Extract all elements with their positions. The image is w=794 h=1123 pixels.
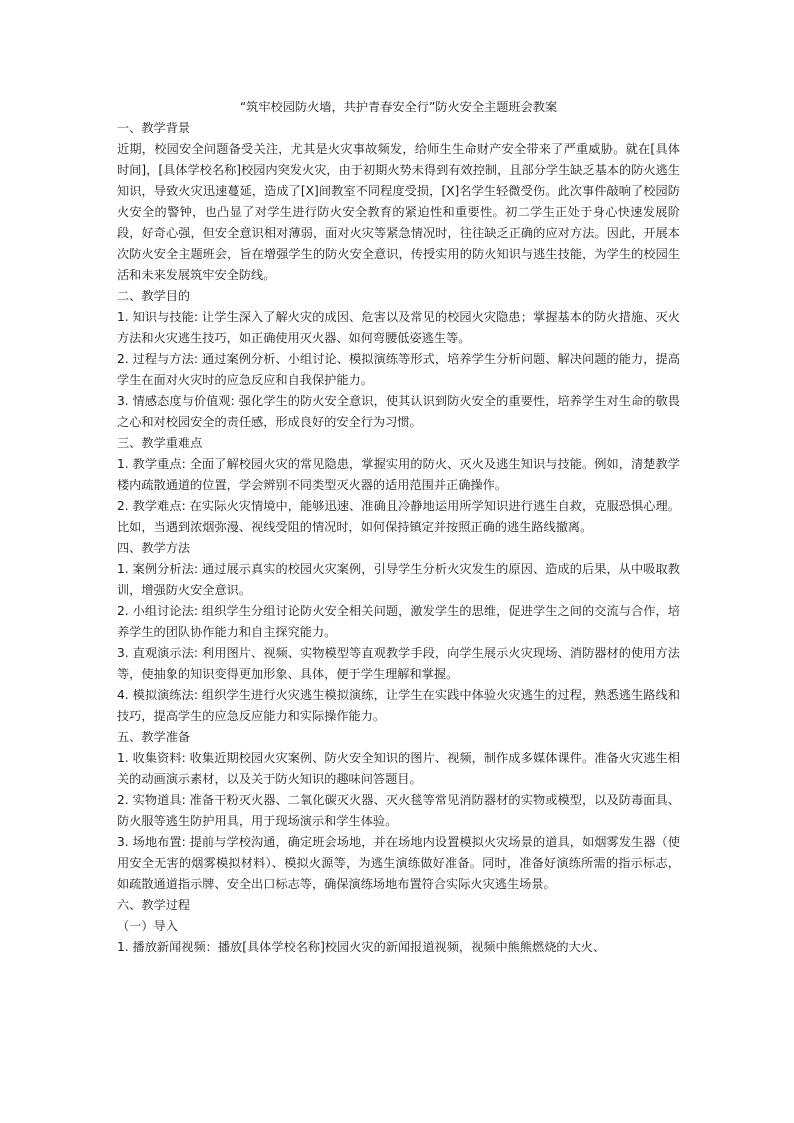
section-background [117,118,680,286]
paragraph: 4. 模拟演练法: 组织学生进行火灾逃生模拟演练，让学生在实践中体验火灾逃生的过程，熟悉逃生路线和技巧，提高学生的应急反应能力和实际操作能力。 [117,688,680,723]
document-page [117,97,680,958]
paragraph: 1. 教学重点: 全面了解校园火灾的常见隐患，掌握实用的防火、灭火及逃生知识与技能。例如，清楚教学楼内疏散通道的位置，学会辨别不同类型灭火器的适用范围并正确操作。 [117,457,680,492]
section-preparation [117,727,680,895]
section-heading: 三、教学重难点 [117,436,203,450]
section-heading: 二、教学目的 [117,289,191,303]
paragraph: 2. 实物道具: 准备干粉灭火器、二氧化碳灭火器、灭火毯等常见消防器材的实物或模型，以及防毒面具、防火服等逃生防护用具，用于现场演示和学生体验。 [117,793,680,828]
paragraph: 3. 直观演示法: 利用图片、视频、实物模型等直观教学手段，向学生展示火灾现场、消防器材的使用方法等，使抽象的知识变得更加形象、具体，便于学生理解和掌握。 [117,646,680,681]
section-heading: 六、教学过程 [117,898,191,912]
paragraph: 近期，校园安全问题备受关注，尤其是火灾事故频发，给师生生命财产安全带来了严重威胁。就在[具体时间]，[具体学校名称]校园内突发火灾，由于初期火势未得到有效控制，且部分学生缺乏基本的防火逃生知识，导致火灾迅速蔓延，造成了[X]间教室不同程度受损，[X]名学生轻微受伤。此次事件敲响了校园防火安全的警钟，也凸显了对学生进行防火安全教育的紧迫性和重要性。初二学生正处于身心快速发展阶段，好奇心强，但安全意识相对薄弱，面对火灾等紧急情况时，往往缺乏正确的应对方法。因此，开展本次防火安全主题班会，旨在增强学生的防火安全意识，传授实用的防火知识与逃生技能，为学生的校园生活和未来发展筑牢安全防线。 [117,142,680,282]
paragraph: 1. 收集资料: 收集近期校园火灾案例、防火安全知识的图片、视频，制作成多媒体课件。准备火灾逃生相关的动画演示素材，以及关于防火知识的趣味问答题目。 [117,751,680,786]
paragraph: 1. 播放新闻视频：播放[具体学校名称]校园火灾的新闻报道视频，视频中熊熊燃烧的大火、 [117,940,606,954]
section-key-points [117,433,680,538]
section-heading: 四、教学方法 [117,541,191,555]
section-process [117,895,680,958]
section-methods [117,538,680,727]
paragraph: 2. 教学难点: 在实际火灾情境中，能够迅速、准确且冷静地运用所学知识进行逃生自救，克服恐惧心理。比如，当遇到浓烟弥漫、视线受阻的情况时，如何保持镇定并按照正确的逃生路线撤离。 [117,499,680,534]
document-title: “筑牢校园防火墙，共护青春安全行”防火安全主题班会教案 [239,100,558,114]
section-objectives [117,286,680,433]
paragraph: 2. 过程与方法: 通过案例分析、小组讨论、模拟演练等形式，培养学生分析问题、解决问题的能力，提高学生在面对火灾时的应急反应和自我保护能力。 [117,352,680,387]
section-heading: 五、教学准备 [117,730,191,744]
section-heading: 一、教学背景 [117,121,191,135]
paragraph: 1. 知识与技能: 让学生深入了解火灾的成因、危害以及常见的校园火灾隐患；掌握基本的防火措施、灭火方法和火灾逃生技巧，如正确使用灭火器、如何弯腰低姿逃生等。 [117,310,680,345]
paragraph: 2. 小组讨论法: 组织学生分组讨论防火安全相关问题，激发学生的思维，促进学生之间的交流与合作，培养学生的团队协作能力和自主探究能力。 [117,604,680,639]
paragraph: 3. 场地布置: 提前与学校沟通，确定班会场地，并在场地内设置模拟火灾场景的道具，如烟雾发生器（使用安全无害的烟雾模拟材料）、模拟火源等，为逃生演练做好准备。同时，准备好演练所需的指示标志，如疏散通道指示牌、安全出口标志等，确保演练场地布置符合实际火灾逃生场景。 [117,835,680,891]
subheading: （一）导入 [117,919,178,933]
paragraph: 1. 案例分析法: 通过展示真实的校园火灾案例，引导学生分析火灾发生的原因、造成的后果，从中吸取教训，增强防火安全意识。 [117,562,680,597]
paragraph: 3. 情感态度与价值观: 强化学生的防火安全意识，使其认识到防火安全的重要性，培养学生对生命的敬畏之心和对校园安全的责任感，形成良好的安全行为习惯。 [117,394,680,429]
